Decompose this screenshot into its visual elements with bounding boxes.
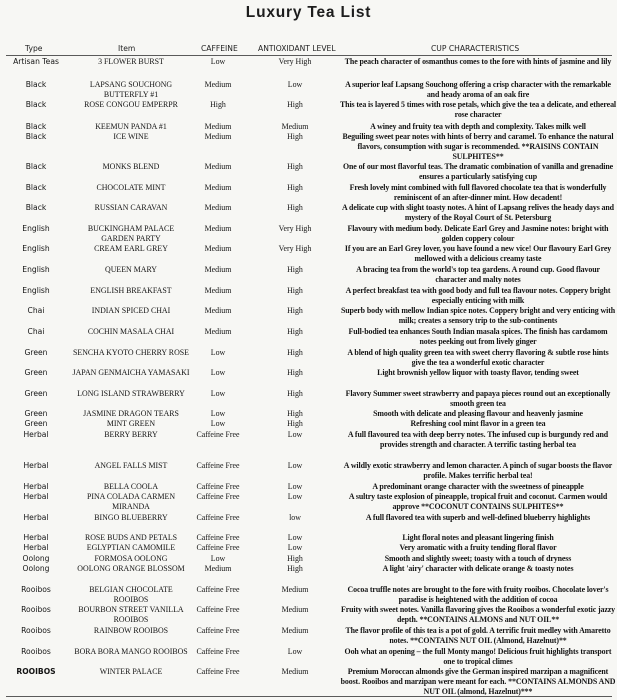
row-caffeine: High <box>210 100 226 109</box>
row-item: BOURBON STREET VANILLA ROOIBOS <box>78 605 184 624</box>
row-type: Green <box>24 409 48 418</box>
row-type: Herbal <box>23 482 49 491</box>
header-divider <box>6 55 612 56</box>
row-caffeine: Low <box>210 368 226 377</box>
row-type: Black <box>25 183 47 192</box>
row-item: BORA BORA MANGO ROOIBOS <box>74 647 188 656</box>
row-type: Herbal <box>23 461 49 470</box>
row-antioxidant: High <box>287 348 303 357</box>
header-type: Type <box>25 44 43 53</box>
row-caffeine: Medium <box>204 224 232 233</box>
row-caffeine: Low <box>210 57 226 66</box>
row-caffeine: Caffeine Free <box>196 543 240 552</box>
page-title: Luxury Tea List <box>245 4 372 21</box>
row-cup-characteristics: A bracing tea from the world's top tea gardens. A round cup. Good flavour character and malty notes <box>356 265 600 284</box>
row-caffeine: Caffeine Free <box>196 647 240 656</box>
row-caffeine: Caffeine Free <box>196 461 240 470</box>
row-type: English <box>22 265 50 274</box>
row-item: BELLA COOLA <box>103 482 159 491</box>
row-caffeine: Low <box>210 409 226 418</box>
row-cup-characteristics: This tea is layered 5 times with rose petals, which give the tea a delicate, and ethereal rose character <box>340 100 617 119</box>
row-type: English <box>22 224 50 233</box>
row-antioxidant: Medium <box>281 122 309 131</box>
row-antioxidant: High <box>287 132 303 141</box>
row-antioxidant: Medium <box>281 605 309 614</box>
row-cup-characteristics: Cocoa truffle notes are brought to the fore with fruity rooibos. Chocolate lover's paradise is heightened with the addition of cocoa <box>347 585 609 604</box>
row-cup-characteristics: Smooth and slightly sweet; toasty with a touch of dryness <box>384 554 572 563</box>
row-caffeine: Medium <box>204 122 232 131</box>
row-caffeine: Caffeine Free <box>196 533 240 542</box>
row-caffeine: Caffeine Free <box>196 667 240 676</box>
row-antioxidant: Low <box>287 533 303 542</box>
row-item: LONG ISLAND STRAWBERRY <box>77 389 185 398</box>
row-cup-characteristics: Flavoury with medium body. Delicate Earl Grey and Jasmine notes: bright with golden coppery colour <box>347 224 609 243</box>
row-item: OOLONG ORANGE BLOSSOM <box>77 564 185 573</box>
row-caffeine: Low <box>210 348 226 357</box>
row-caffeine: Low <box>210 419 226 428</box>
row-type: Rooibos <box>21 585 51 594</box>
row-antioxidant: Medium <box>281 626 309 635</box>
row-item: COCHIN MASALA CHAI <box>87 327 175 336</box>
row-item: WINTER PALACE <box>99 667 163 676</box>
row-item: PINA COLADA CARMEN MIRANDA <box>86 492 176 511</box>
row-cup-characteristics: A full flavoured tea with deep berry notes. The infused cup is burgundy red and provides strength and character. A terrific tasting herbal tea <box>347 430 609 449</box>
row-item: CREAM EARL GREY <box>94 244 168 253</box>
row-cup-characteristics: Smooth with delicate and pleasing flavour and heavenly jasmine <box>373 409 583 418</box>
row-caffeine: Medium <box>204 80 232 89</box>
row-item: ICE WINE <box>113 132 149 141</box>
row-antioxidant: High <box>287 389 303 398</box>
row-caffeine: Medium <box>204 265 232 274</box>
row-antioxidant: High <box>287 183 303 192</box>
row-caffeine: Low <box>210 389 226 398</box>
row-cup-characteristics: One of our most flavorful teas. The dramatic combination of vanilla and grenadine ensures a particularly satisfying cup <box>342 162 614 181</box>
row-cup-characteristics: A delicate cup with slight toasty notes. A hint of Lapsang relives the heady days and mystery of the Royal Court of St. Petersburg <box>342 203 614 222</box>
header-caffeine: CAFFEINE <box>201 44 238 53</box>
row-item: BUCKINGHAM PALACE GARDEN PARTY <box>87 224 175 243</box>
row-type: Chai <box>27 327 45 336</box>
row-type: Oolong <box>22 564 50 573</box>
row-cup-characteristics: A sultry taste explosion of pineapple, tropical fruit and coconut. Carmen would approve **COCONUT CONTAINS SULPHITES** <box>348 492 608 511</box>
row-antioxidant: low <box>289 513 301 522</box>
row-cup-characteristics: Flavory Summer sweet strawberry and papaya pieces round out an exceptionally smooth green tea <box>345 389 611 408</box>
row-item: FORMOSA OOLONG <box>94 554 168 563</box>
row-caffeine: Medium <box>204 162 232 171</box>
row-cup-characteristics: Light floral notes and pleasant lingering finish <box>402 533 554 542</box>
row-type: Green <box>24 348 48 357</box>
row-cup-characteristics: Fresh lovely mint combined with full flavored chocolate tea that is wonderfully reminiscent of an after-dinner mint. How decadent! <box>349 183 607 202</box>
row-antioxidant: High <box>287 162 303 171</box>
row-type: Black <box>25 132 47 141</box>
row-antioxidant: High <box>287 419 303 428</box>
row-type: Black <box>25 80 47 89</box>
row-item: BERRY BERRY <box>104 430 158 439</box>
row-antioxidant: Low <box>287 647 303 656</box>
row-cup-characteristics: Superb body with mellow Indian spice notes. Coppery bright and very enticing with milk; creates a sensory trip to the sub-continents <box>340 306 616 325</box>
row-antioxidant: High <box>287 368 303 377</box>
row-type: ROOIBOS <box>16 667 56 676</box>
row-caffeine: Caffeine Free <box>196 482 240 491</box>
row-antioxidant: Low <box>287 430 303 439</box>
row-item: CHOCOLATE MINT <box>96 183 166 192</box>
row-item: LAPSANG SOUCHONG BUTTERFLY #1 <box>89 80 173 99</box>
row-type: Herbal <box>23 543 49 552</box>
row-cup-characteristics: A blend of high quality green tea with sweet cherry flavoring & subtle rose hints give the tea a wonderful exotic character <box>347 348 609 367</box>
row-caffeine: Caffeine Free <box>196 626 240 635</box>
row-antioxidant: Very High <box>278 57 312 66</box>
row-caffeine: Caffeine Free <box>196 430 240 439</box>
header-item: Item <box>118 44 136 53</box>
row-antioxidant: High <box>287 306 303 315</box>
row-cup-characteristics: If you are an Earl Grey lover, you have found a new vice! Our flavoury Earl Grey mellowed with a delicious creamy taste <box>344 244 612 263</box>
row-antioxidant: High <box>287 564 303 573</box>
row-type: Black <box>25 203 47 212</box>
row-item: INDIAN SPICED CHAI <box>91 306 171 315</box>
row-caffeine: Caffeine Free <box>196 605 240 614</box>
row-item: RUSSIAN CARAVAN <box>94 203 168 212</box>
row-type: Artisan Teas <box>13 57 59 66</box>
row-type: Black <box>25 122 47 131</box>
row-caffeine: Medium <box>204 327 232 336</box>
row-cup-characteristics: Full-bodied tea enhances South Indian masala spices. The finish has cardamom notes peeking out from lively ginger <box>348 327 608 346</box>
row-type: Green <box>24 419 48 428</box>
row-type: Herbal <box>23 430 49 439</box>
row-item: SENCHA KYOTO CHERRY ROSE <box>73 348 189 357</box>
row-antioxidant: High <box>287 286 303 295</box>
row-cup-characteristics: A predominant orange character with the sweetness of pineapple <box>372 482 584 491</box>
row-antioxidant: Low <box>287 461 303 470</box>
row-type: Rooibos <box>21 647 51 656</box>
row-caffeine: Medium <box>204 286 232 295</box>
row-cup-characteristics: Ooh what an opening – the full Monty mango! Delicious fruit highlights transport one to tropical climes <box>344 647 612 666</box>
row-antioxidant: High <box>287 100 303 109</box>
row-cup-characteristics: Light brownish yellow liquor with toasty flavor, tending sweet <box>377 368 579 377</box>
row-cup-characteristics: The peach character of osmanthus comes to the fore with hints of jasmine and lily <box>344 57 612 66</box>
row-antioxidant: Medium <box>281 585 309 594</box>
row-caffeine: Medium <box>204 183 232 192</box>
row-caffeine: Caffeine Free <box>196 585 240 594</box>
row-type: Herbal <box>23 492 49 501</box>
row-item: BINGO BLUEBERRY <box>94 513 168 522</box>
row-item: ANGEL FALLS MIST <box>94 461 168 470</box>
row-caffeine: Medium <box>204 203 232 212</box>
row-type: Chai <box>27 306 45 315</box>
row-type: Oolong <box>22 554 50 563</box>
row-item: JASMINE DRAGON TEARS <box>83 409 179 418</box>
row-antioxidant: Very High <box>278 244 312 253</box>
row-item: ROSE CONGOU EMPERPR <box>84 100 178 109</box>
row-type: Green <box>24 389 48 398</box>
row-item: KEEMUN PANDA #1 <box>95 122 167 131</box>
header-cup: CUP CHARACTERISTICS <box>431 44 520 53</box>
row-cup-characteristics: Premium Moroccan almonds give the German inspired marzipan a magnificent boost. Rooibos and marzipan were meant for each. **CONTAINS ALMONDS AND NUT OIL (almond, Hazelnut)*** <box>340 667 616 696</box>
row-antioxidant: High <box>287 409 303 418</box>
row-antioxidant: High <box>287 265 303 274</box>
row-cup-characteristics: A winey and fruity tea with depth and complexity. Takes milk well <box>370 122 586 131</box>
row-caffeine: Medium <box>204 564 232 573</box>
row-type: Black <box>25 100 47 109</box>
row-antioxidant: Low <box>287 80 303 89</box>
row-item: 3 FLOWER BURST <box>98 57 164 66</box>
row-antioxidant: Medium <box>281 667 309 676</box>
row-cup-characteristics: The flavor profile of this tea is a pot of gold. A terrific fruit medley with Amaretto notes. **CONTAINS NUT OIL (Almond, Hazelnut)** <box>345 626 611 645</box>
row-item: BELGIAN CHOCOLATE ROOIBOS <box>89 585 173 604</box>
row-type: Rooibos <box>21 605 51 614</box>
row-cup-characteristics: A wildly exotic strawberry and lemon character. A pinch of sugar boosts the flavor profile. Makes terrific herbal tea! <box>343 461 613 480</box>
row-cup-characteristics: A perfect breakfast tea with good body and full tea flavour notes. Coppery bright especially enticing with milk <box>345 286 611 305</box>
row-antioxidant: High <box>287 554 303 563</box>
row-type: Black <box>25 162 47 171</box>
row-item: JAPAN GENMAICHA YAMASAKI <box>72 368 190 377</box>
row-type: English <box>22 244 50 253</box>
row-type: Green <box>24 368 48 377</box>
row-antioxidant: Low <box>287 543 303 552</box>
row-item: MINT GREEN <box>106 419 156 428</box>
row-caffeine: Caffeine Free <box>196 492 240 501</box>
row-type: Herbal <box>23 533 49 542</box>
header-antioxidant: ANTIOXIDANT LEVEL <box>258 44 336 53</box>
row-cup-characteristics: Refreshing cool mint flavor in a green tea <box>410 419 546 428</box>
row-antioxidant: Low <box>287 492 303 501</box>
row-item: ENGLISH BREAKFAST <box>90 286 172 295</box>
row-cup-characteristics: Beguiling sweet pear notes with hints of berry and caramel. To enhance the natural flavors, consumption with sugar is recommended. **RAISINS CONTAIN SULPHITES** <box>342 132 614 161</box>
row-cup-characteristics: A light 'airy' character with delicate orange & toasty notes <box>382 564 574 573</box>
row-type: Herbal <box>23 513 49 522</box>
row-caffeine: Low <box>210 554 226 563</box>
row-antioxidant: High <box>287 327 303 336</box>
row-cup-characteristics: Fruity with sweet notes. Vanilla flavoring gives the Rooibos a wonderful exotic jazzy depth. **CONTAINS ALMONS and NUT OIL** <box>340 605 615 624</box>
row-antioxidant: Very High <box>278 224 312 233</box>
row-cup-characteristics: A superior leaf Lapsang Souchong offering a crisp character with the remarkable and heady aroma of an oak fire <box>345 80 611 99</box>
row-cup-characteristics: A full flavored tea with superb and well-defined blueberry highlights <box>365 513 591 522</box>
row-item: ROSE BUDS AND PETALS <box>84 533 178 542</box>
row-antioxidant: Low <box>287 482 303 491</box>
row-item: MONKS BLEND <box>102 162 160 171</box>
row-item: QUEEN MARY <box>105 265 157 274</box>
row-caffeine: Caffeine Free <box>196 513 240 522</box>
row-caffeine: Medium <box>204 244 232 253</box>
row-item: RAINBOW ROOIBOS <box>93 626 169 635</box>
row-item: EGLYPTIAN CAMOMILE <box>86 543 176 552</box>
row-type: English <box>22 286 50 295</box>
row-caffeine: Medium <box>204 132 232 141</box>
row-caffeine: Medium <box>204 306 232 315</box>
row-antioxidant: High <box>287 203 303 212</box>
row-type: Rooibos <box>21 626 51 635</box>
row-cup-characteristics: Very aromatic with a fruity tending floral flavor <box>399 543 557 552</box>
